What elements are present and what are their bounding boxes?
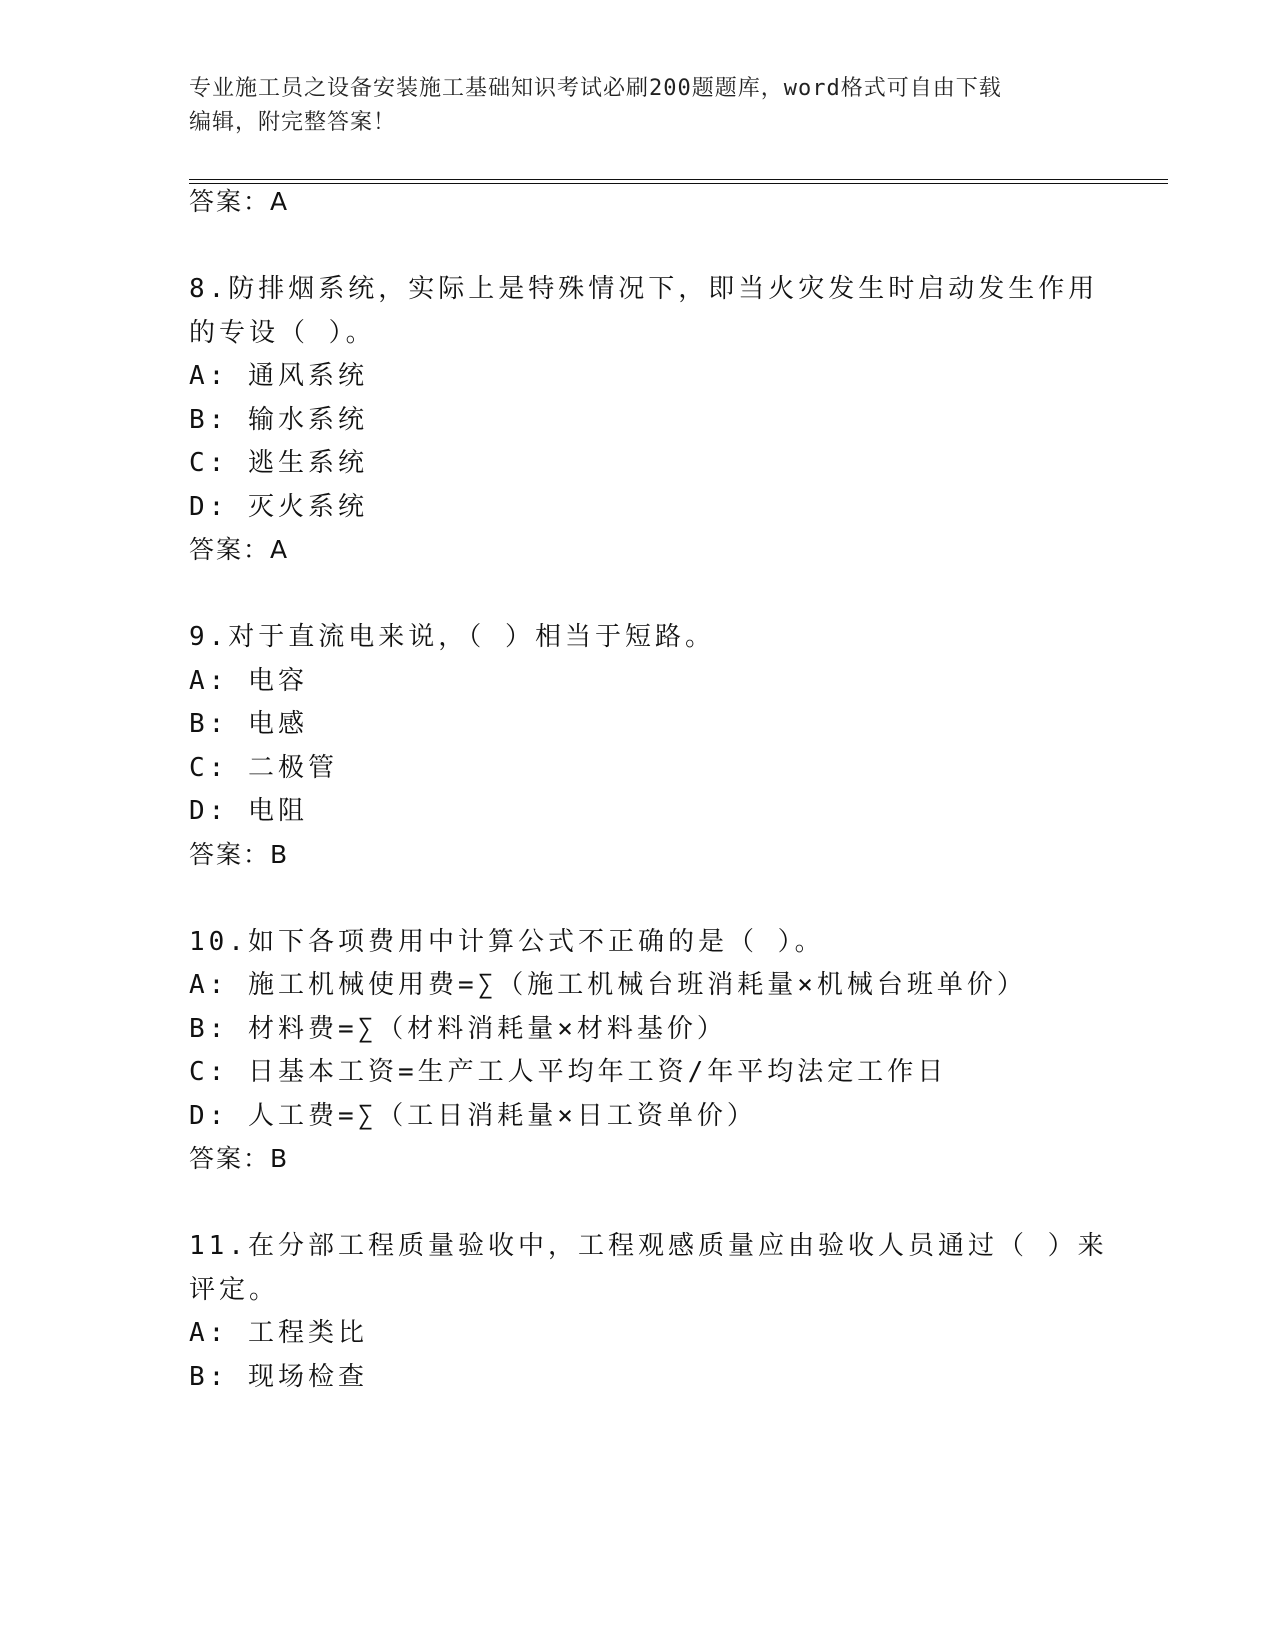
- header-line-1: 专业施工员之设备安装施工基础知识考试必刷200题题库，word格式可自由下载: [189, 76, 1002, 101]
- question-8-answer: 答案：A: [189, 535, 290, 564]
- question-8-option-d: D: 灭火系统: [189, 492, 368, 522]
- question-10-option-d: D: 人工费=∑（工日消耗量×日工资单价）: [189, 1101, 757, 1131]
- question-9-stem-line-1: 9.对于直流电来说，（ ）相当于短路。: [189, 622, 715, 652]
- question-11-option-a: A: 工程类比: [189, 1318, 368, 1348]
- question-8-option-b: B: 输水系统: [189, 405, 368, 435]
- question-11-stem-line-1: 11.在分部工程质量验收中，工程观感质量应由验收人员通过（ ）来: [189, 1231, 1108, 1261]
- answer-line: 答案：A: [189, 187, 290, 216]
- header-divider: [189, 179, 1168, 184]
- question-9-option-c: C: 二极管: [189, 753, 338, 783]
- question-9-option-a: A: 电容: [189, 666, 308, 696]
- question-8-option-a: A: 通风系统: [189, 361, 368, 391]
- question-10-option-c: C: 日基本工资=生产工人平均年工资/年平均法定工作日: [189, 1057, 948, 1087]
- question-9-answer: 答案：B: [189, 840, 290, 869]
- question-10-stem-line-1: 10.如下各项费用中计算公式不正确的是（ ）。: [189, 927, 825, 957]
- question-8-option-c: C: 逃生系统: [189, 448, 368, 478]
- question-8-stem-line-1: 8.防排烟系统，实际上是特殊情况下，即当火灾发生时启动发生作用: [189, 274, 1099, 304]
- question-9-option-b: B: 电感: [189, 709, 308, 739]
- question-11-stem-line-2: 评定。: [189, 1275, 280, 1305]
- question-10-answer: 答案：B: [189, 1144, 290, 1173]
- page-header: [189, 72, 1089, 140]
- question-8-stem-line-2: 的专设（ ）。: [189, 318, 376, 348]
- question-11-option-b: B: 现场检查: [189, 1362, 368, 1392]
- header-line-2: 编辑，附完整答案！: [189, 110, 397, 135]
- question-10-option-a: A: 施工机械使用费=∑（施工机械台班消耗量×机械台班单价）: [189, 970, 1027, 1000]
- question-10-option-b: B: 材料费=∑（材料消耗量×材料基价）: [189, 1014, 727, 1044]
- question-9-option-d: D: 电阻: [189, 796, 308, 826]
